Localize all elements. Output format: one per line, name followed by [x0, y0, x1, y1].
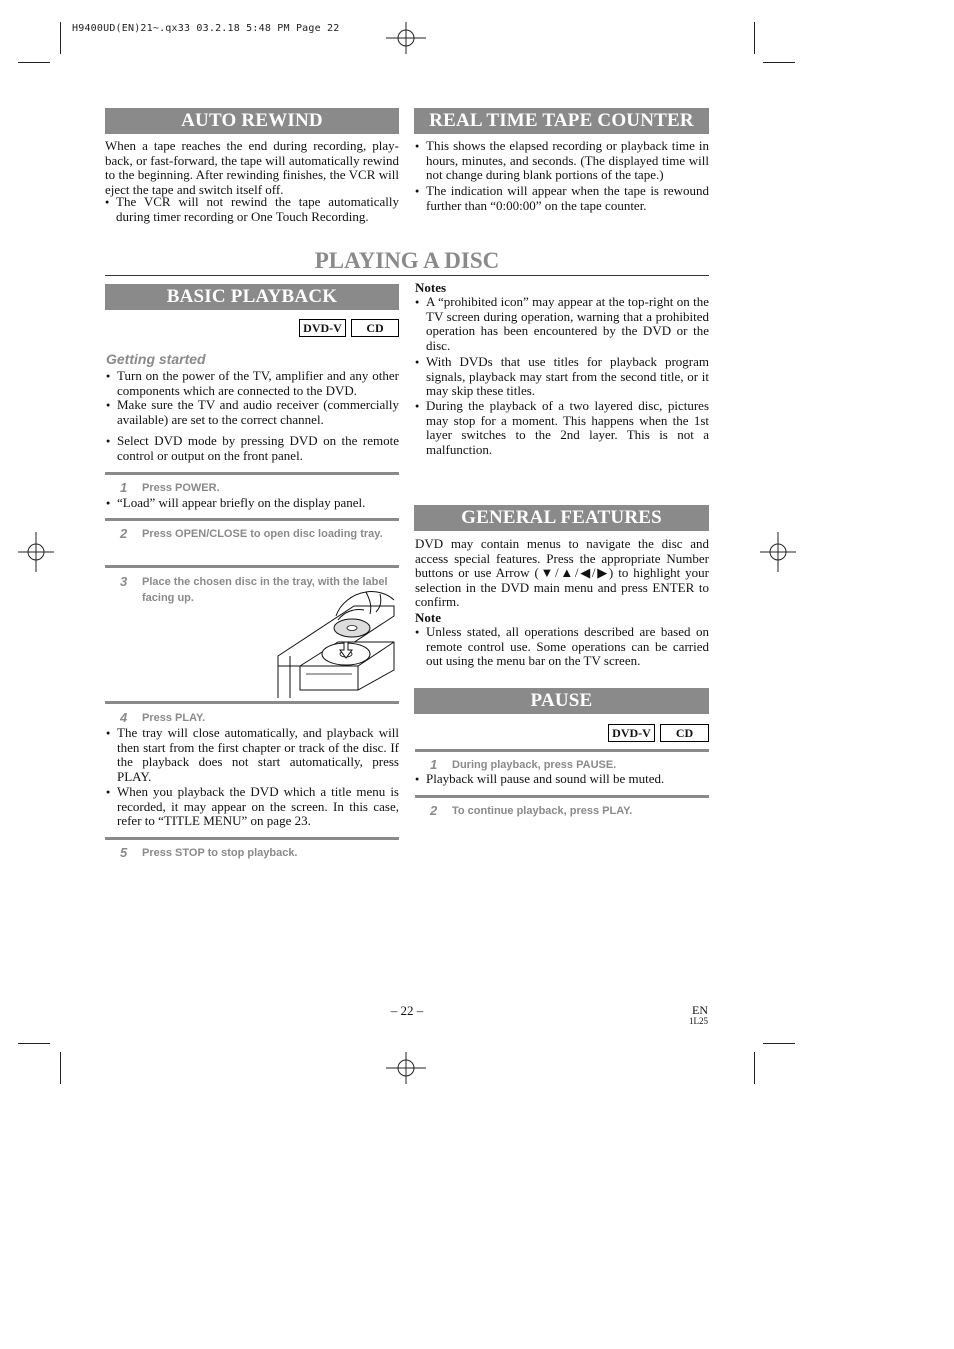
step-text: To continue playback, press PLAY. — [452, 805, 633, 817]
basic-playback-heading: BASIC PLAYBACK — [105, 284, 399, 310]
step-number: 1 — [120, 480, 128, 495]
step-4-bullet-2: ● When you playback the DVD which a title menu is recorded, it may appear on the screen. In this case, refer to “TITLE MENU” on page 23. — [106, 785, 399, 829]
disc-tray-illustration — [276, 586, 396, 698]
dvd-v-badge: DVD-V — [299, 319, 346, 337]
registration-mark-icon — [758, 532, 798, 572]
step-text: Press OPEN/CLOSE to open disc loading tray. — [142, 528, 383, 540]
title-rule — [105, 275, 709, 276]
document-code: 1L25 — [689, 1016, 708, 1026]
getting-started-subheading: Getting started — [106, 351, 206, 367]
tape-counter-bullet-2: ● The indication will appear when the tape is rewound further than “0:00:00” on the tape counter. — [415, 184, 709, 213]
step-number: 2 — [120, 526, 128, 541]
tape-counter-bullet-1: ● This shows the elapsed recording or playback time in hours, minutes, and seconds. (The displayed time will not change during blank portions of the tape.) — [415, 139, 709, 183]
general-features-note-label: Note — [415, 610, 441, 625]
registration-mark-icon — [386, 1048, 426, 1088]
step-text: Press PLAY. — [142, 712, 206, 724]
crop-mark — [754, 1052, 755, 1084]
step-divider — [105, 837, 399, 840]
step-divider — [105, 565, 399, 568]
language-code: EN — [692, 1003, 708, 1017]
step-4 — [120, 710, 396, 726]
notes-bullet-2: ● With DVDs that use titles for playback program signals, playback may start from the second title, or it may skip these titles. — [415, 355, 709, 399]
step-number: 3 — [120, 574, 128, 589]
step-1-bullet: ● “Load” will appear briefly on the display panel. — [106, 496, 399, 511]
pause-heading: PAUSE — [414, 688, 709, 714]
step-number: 4 — [120, 710, 128, 725]
getting-started-bullet-2: ● Make sure the TV and audio receiver (commercially available) are set to the correct channel. — [106, 398, 399, 427]
step-divider — [105, 701, 399, 704]
pause-step-2 — [430, 803, 706, 819]
cd-badge: CD — [351, 319, 399, 337]
general-features-heading: GENERAL FEATURES — [414, 505, 709, 531]
step-divider — [415, 749, 709, 752]
notes-bullet-1: ● A “prohibited icon” may appear at the top-right on the TV screen during operation, warning that a prohibited operation has been encountered by the DVD or the disc. — [415, 295, 709, 353]
auto-rewind-heading: AUTO REWIND — [105, 108, 399, 134]
crop-mark — [763, 62, 795, 63]
notes-bullet-3: ● During the playback of a two layered disc, pictures may stop for a moment. This happens when the 1st layer switches to the 2nd layer. This is not a malfunction. — [415, 399, 709, 457]
getting-started-bullet-1: ● Turn on the power of the TV, amplifier and any other components which are connected to the DVD. — [106, 369, 399, 398]
notes-label: Notes — [415, 280, 447, 295]
step-text: Place the chosen disc in the tray, with the label facing up. — [142, 576, 388, 604]
step-1 — [120, 480, 396, 496]
registration-mark-icon — [386, 18, 426, 58]
page-number: – 22 – — [390, 1003, 424, 1018]
auto-rewind-body: When a tape reaches the end during recording, play-back, or fast-forward, the tape will automatically rewind to the beginning. After rewinding finishes, the VCR will eject the tape and switch itself off. — [105, 138, 399, 197]
page-title: PLAYING A DISC — [314, 248, 500, 273]
pause-step-1-bullet: ● Playback will pause and sound will be muted. — [415, 772, 709, 787]
step-2 — [120, 526, 396, 542]
crop-mark — [763, 1043, 795, 1044]
general-features-bullet: ● Unless stated, all operations described are based on remote control use. Some operations can be carried out using the menu bar on the TV screen. — [415, 625, 709, 669]
step-divider — [415, 795, 709, 798]
step-number: 2 — [430, 803, 438, 818]
crop-mark — [754, 22, 755, 54]
cd-badge: CD — [660, 724, 709, 742]
auto-rewind-bullet: ● The VCR will not rewind the tape automatically during timer recording or One Touch Recording. — [105, 195, 399, 224]
crop-mark — [60, 1052, 61, 1084]
step-text: Press STOP to stop playback. — [142, 847, 298, 859]
step-divider — [105, 518, 399, 521]
print-slug: H9400UD(EN)21~.qx33 03.2.18 5:48 PM Page 22 — [72, 23, 340, 34]
step-text: During playback, press PAUSE. — [452, 759, 617, 771]
step-number: 1 — [430, 757, 438, 772]
crop-mark — [18, 1043, 50, 1044]
crop-mark — [60, 22, 61, 54]
tape-counter-heading: REAL TIME TAPE COUNTER — [414, 108, 709, 134]
step-5 — [120, 845, 396, 861]
registration-mark-icon — [16, 532, 56, 572]
step-divider — [105, 472, 399, 475]
step-4-bullet-1: ● The tray will close automatically, and playback will then start from the first chapter or track of the disc. If the playback does not start automatically, press PLAY. — [106, 726, 399, 784]
step-text: Press POWER. — [142, 482, 220, 494]
getting-started-bullet-3: ● Select DVD mode by pressing DVD on the remote control or output on the front panel. — [106, 434, 399, 463]
dvd-v-badge: DVD-V — [608, 724, 655, 742]
step-number: 5 — [120, 845, 128, 860]
general-features-body: DVD may contain menus to navigate the disc and access special features. Press the appropriate Number buttons or use Arrow (▼/▲/◀/▶) to highlight your selection in the DVD main menu and press ENTER to confirm. — [415, 536, 709, 610]
crop-mark — [18, 62, 50, 63]
